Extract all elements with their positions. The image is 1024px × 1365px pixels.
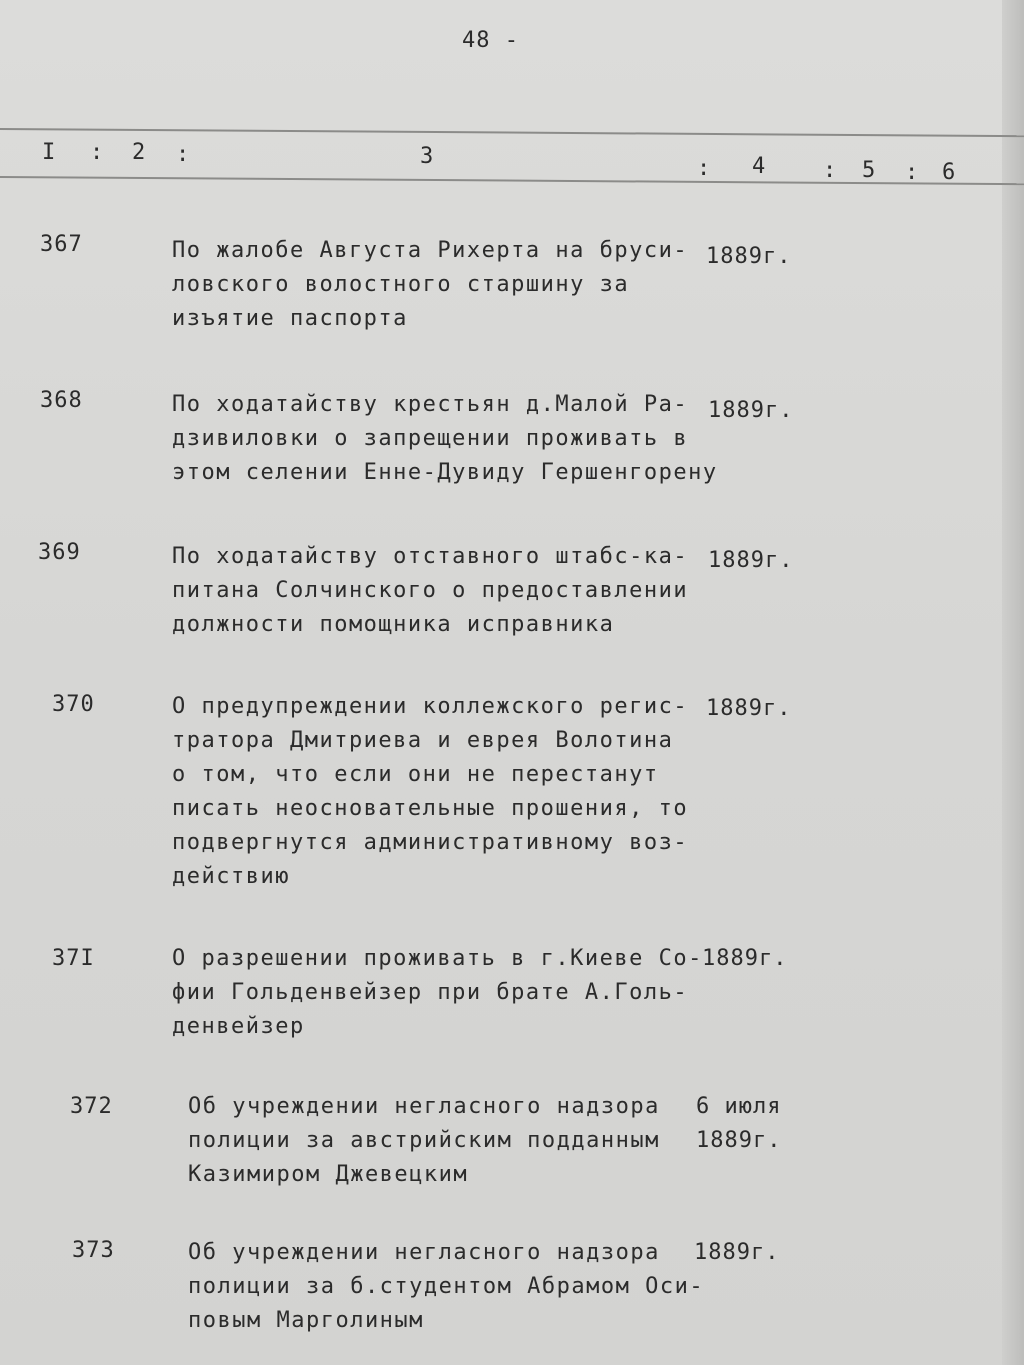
entry-line: О предупреждении коллежского регис- <box>172 694 689 719</box>
entry-number: 372 <box>70 1094 113 1119</box>
column-separator: : <box>823 158 837 183</box>
column-separator: : <box>176 142 190 167</box>
entry-line: Об учреждении негласного надзора <box>188 1094 660 1119</box>
column-header-3: 3 <box>420 144 434 169</box>
entry-line: тратора Дмитриева и еврея Волотина <box>172 728 674 753</box>
entry-description <box>188 1090 660 1192</box>
entry-line: этом селении Енне-Дувиду Гершенгорену <box>172 460 718 485</box>
entry-date <box>694 1236 779 1270</box>
entry-date-line: 1889г. <box>696 1128 782 1153</box>
entry-date-line: 1889г. <box>706 244 792 269</box>
entry-date <box>702 942 787 976</box>
entry-date <box>708 394 793 428</box>
entry-date <box>706 692 791 726</box>
entry-date-line: 1889г. <box>708 548 794 573</box>
entry-number: 373 <box>72 1238 115 1263</box>
entry-line: ловского волостного старшину за <box>172 272 630 297</box>
entry-line: питана Солчинского о предоставлении <box>172 578 689 603</box>
entry-date-line: 1889г. <box>702 946 788 971</box>
entry-number: 37I <box>52 946 95 971</box>
column-header-6: 6 <box>942 160 956 185</box>
column-separator: : <box>697 156 711 181</box>
entry-line: изъятие паспорта <box>172 306 408 331</box>
entry-date-line: 1889г. <box>694 1240 780 1265</box>
column-header-2: 2 <box>132 140 146 165</box>
entry-date-line: 1889г. <box>708 398 794 423</box>
entry-line: полиции за австрийским подданным <box>188 1128 660 1153</box>
column-separator: : <box>905 160 919 185</box>
entry-line: денвейзер <box>172 1014 305 1039</box>
entry-date-line: 1889г. <box>706 696 792 721</box>
entry-date <box>706 240 791 274</box>
entry-line: подвергнутся административному воз- <box>172 830 689 855</box>
entry-line: повым Марголиным <box>188 1308 424 1333</box>
entry-line: О разрешении проживать в г.Киеве Со- <box>172 946 703 971</box>
column-separator: : <box>90 140 104 165</box>
entry-description <box>172 388 718 490</box>
entry-number: 368 <box>40 388 83 413</box>
entry-date-line: 6 июля <box>696 1094 782 1119</box>
page-number: 48 - <box>462 28 519 53</box>
page-edge-shadow <box>1002 0 1024 1365</box>
entry-line: По ходатайству отставного штабс-ка- <box>172 544 689 569</box>
entry-description <box>172 234 688 336</box>
header-rule-top <box>0 128 1024 137</box>
column-header-4: 4 <box>752 154 766 179</box>
entry-line: По ходатайству крестьян д.Малой Ра- <box>172 392 689 417</box>
entry-description <box>172 690 688 894</box>
entry-number: 370 <box>52 692 95 717</box>
entry-line: должности помощника исправника <box>172 612 615 637</box>
entry-description <box>172 942 703 1044</box>
entry-date <box>696 1090 781 1158</box>
entry-line: о том, что если они не перестанут <box>172 762 659 787</box>
entry-line: действию <box>172 864 290 889</box>
entry-line: Об учреждении негласного надзора <box>188 1240 660 1265</box>
column-header-5: 5 <box>862 158 876 183</box>
entry-line: дзивиловки о запрещении проживать в <box>172 426 689 451</box>
entry-line: Казимиром Джевецким <box>188 1162 469 1187</box>
entry-description <box>172 540 688 642</box>
entry-line: По жалобе Августа Рихерта на бруси- <box>172 238 689 263</box>
entry-line: писать неосновательные прошения, то <box>172 796 689 821</box>
entry-line: фии Гольденвейзер при брате А.Голь- <box>172 980 689 1005</box>
entry-number: 367 <box>40 232 83 257</box>
entry-line: полиции за б.студентом Абрамом Оси- <box>188 1274 705 1299</box>
entry-description <box>188 1236 704 1338</box>
entry-number: 369 <box>38 540 81 565</box>
column-header-1: I <box>42 140 56 165</box>
entry-date <box>708 544 793 578</box>
